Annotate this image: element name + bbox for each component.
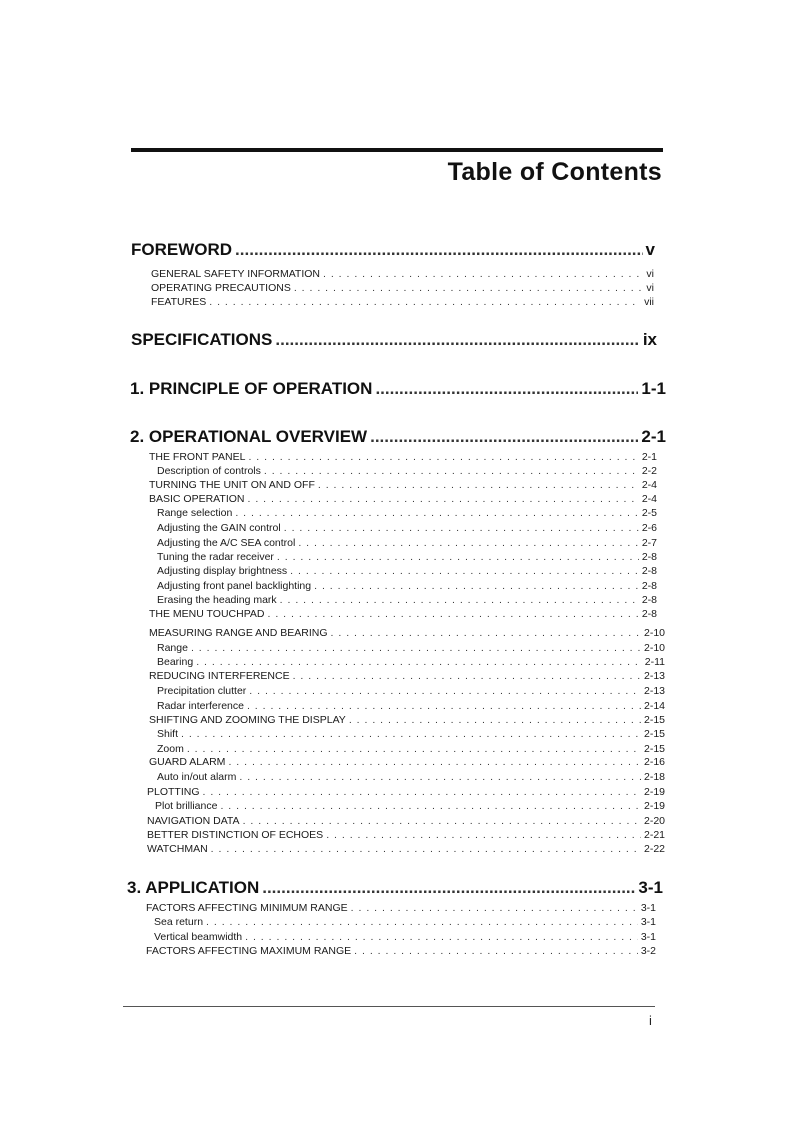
toc-entry-measuring-range-bearing[interactable]: MEASURING RANGE AND BEARING . . . 2-10 (149, 627, 665, 639)
toc-entry-erasing-heading-mark[interactable]: Erasing the heading mark . . . 2-8 (157, 594, 657, 606)
toc-entry-basic-operation[interactable]: BASIC OPERATION . . . 2-4 (149, 493, 657, 505)
toc-entry-menu-touchpad[interactable]: THE MENU TOUCHPAD . . . 2-8 (149, 608, 657, 620)
toc-entry-features[interactable]: FEATURES . . . vii (151, 296, 654, 308)
toc-entry-tuning-receiver[interactable]: Tuning the radar receiver . . . 2-8 (157, 551, 657, 563)
toc-entry-minimum-range[interactable]: FACTORS AFFECTING MINIMUM RANGE . . . 3-1 (146, 902, 656, 914)
toc-entry-sea-return[interactable]: Sea return . . . 3-1 (154, 916, 656, 928)
toc-entry-description-of-controls[interactable]: Description of controls . . . 2-2 (157, 465, 657, 477)
toc-entry-display-brightness[interactable]: Adjusting display brightness . . . 2-8 (157, 565, 657, 577)
toc-entry-specifications[interactable]: SPECIFICATIONS ..... ix (131, 330, 657, 350)
toc-entry-panel-backlighting[interactable]: Adjusting front panel backlighting . . . 2-8 (157, 580, 657, 592)
toc-entry-ac-sea-control[interactable]: Adjusting the A/C SEA control . . . 2-7 (157, 537, 657, 549)
toc-entry-maximum-range[interactable]: FACTORS AFFECTING MAXIMUM RANGE . . . 3-2 (146, 945, 656, 957)
toc-entry-range-selection[interactable]: Range selection . . . 2-5 (157, 507, 657, 519)
bottom-rule (123, 1006, 655, 1007)
toc-entry-watchman[interactable]: WATCHMAN . . . 2-22 (147, 843, 665, 855)
toc-entry-auto-in-out-alarm[interactable]: Auto in/out alarm . . . 2-18 (157, 771, 665, 783)
toc-entry-general-safety[interactable]: GENERAL SAFETY INFORMATION . . . vi (151, 268, 654, 280)
toc-entry-navigation-data[interactable]: NAVIGATION DATA . . . 2-20 (147, 815, 665, 827)
toc-entry-precipitation-clutter[interactable]: Precipitation clutter . . . 2-13 (157, 685, 665, 697)
toc-entry-guard-alarm[interactable]: GUARD ALARM . . . 2-16 (149, 756, 665, 768)
toc-entry-range[interactable]: Range . . . 2-10 (157, 642, 665, 654)
toc-entry-operating-precautions[interactable]: OPERATING PRECAUTIONS . . . vi (151, 282, 654, 294)
top-rule (131, 148, 663, 152)
toc-entry-shifting-zooming[interactable]: SHIFTING AND ZOOMING THE DISPLAY . . . 2-15 (149, 714, 665, 726)
toc-entry-radar-interference[interactable]: Radar interference . . . 2-14 (157, 700, 665, 712)
toc-entry-plotting[interactable]: PLOTTING . . . 2-19 (147, 786, 665, 798)
toc-entry-gain-control[interactable]: Adjusting the GAIN control . . . 2-6 (157, 522, 657, 534)
page-number: i (649, 1013, 652, 1028)
toc-entry-front-panel[interactable]: THE FRONT PANEL . . . 2-1 (149, 451, 657, 463)
toc-entry-zoom[interactable]: Zoom . . . 2-15 (157, 743, 665, 755)
toc-entry-reducing-interference[interactable]: REDUCING INTERFERENCE . . . 2-13 (149, 670, 665, 682)
toc-entry-application[interactable]: 3. APPLICATION ..... 3-1 (127, 878, 663, 898)
toc-entry-turning-on-off[interactable]: TURNING THE UNIT ON AND OFF . . . 2-4 (149, 479, 657, 491)
toc-entry-principle-of-operation[interactable]: 1. PRINCIPLE OF OPERATION ..... 1-1 (130, 379, 666, 399)
page-title: Table of Contents (447, 158, 662, 186)
toc-entry-foreword[interactable]: FOREWORD ..... v (131, 240, 655, 260)
toc-entry-vertical-beamwidth[interactable]: Vertical beamwidth . . . 3-1 (154, 931, 656, 943)
toc-entry-plot-brilliance[interactable]: Plot brilliance . . . 2-19 (155, 800, 665, 812)
toc-entry-shift[interactable]: Shift . . . 2-15 (157, 728, 665, 740)
toc-entry-operational-overview[interactable]: 2. OPERATIONAL OVERVIEW ..... 2-1 (130, 427, 666, 447)
toc-entry-bearing[interactable]: Bearing . . . 2-11 (157, 656, 665, 668)
toc-entry-better-distinction[interactable]: BETTER DISTINCTION OF ECHOES . . . 2-21 (147, 829, 665, 841)
